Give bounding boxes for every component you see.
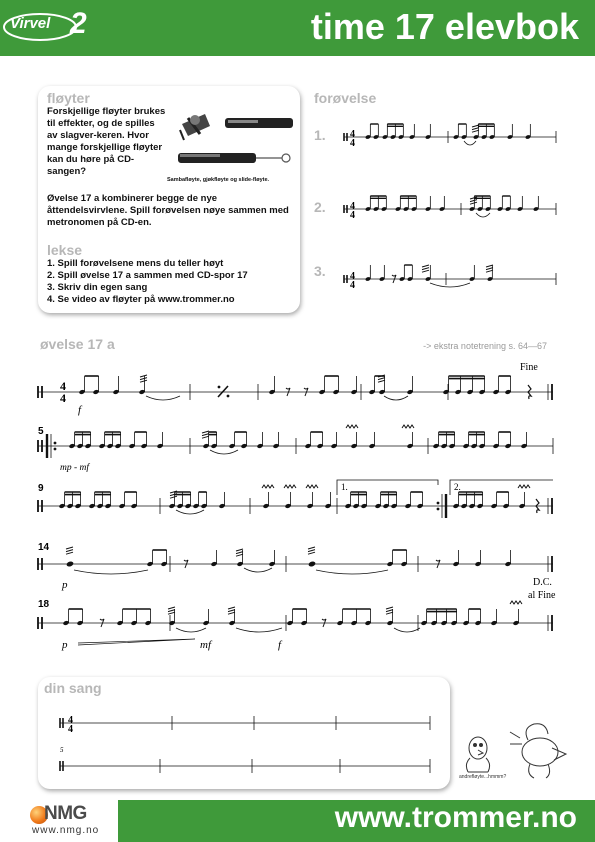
roll-slash bbox=[170, 496, 177, 498]
tie bbox=[210, 450, 238, 454]
ornament bbox=[306, 485, 318, 488]
roll-slash bbox=[228, 612, 235, 614]
roll-slash bbox=[422, 270, 429, 272]
nmg-brand: NMG bbox=[44, 803, 87, 824]
dynamic-mf: mf bbox=[200, 639, 211, 651]
dynamic-f-2: f bbox=[278, 639, 282, 651]
prep1-time-top: 4 bbox=[350, 129, 355, 140]
tie bbox=[476, 213, 490, 217]
note-head bbox=[308, 561, 316, 568]
roll-slash bbox=[66, 552, 73, 554]
homework-heading: lekse bbox=[47, 242, 83, 258]
roll-slash bbox=[386, 610, 393, 612]
note-reference: -> ekstra notetrening s. 64—67 bbox=[423, 341, 547, 351]
roll-slash bbox=[236, 552, 243, 554]
logo-text: Virvel bbox=[10, 15, 51, 32]
site-url-link[interactable]: www.trommer.no bbox=[334, 801, 577, 834]
roll-slash bbox=[140, 380, 147, 382]
ornament bbox=[510, 601, 522, 604]
measure-repeat-sign bbox=[218, 386, 230, 398]
ornament bbox=[262, 485, 274, 488]
song-time-bottom: 4 bbox=[68, 724, 73, 735]
song-staff-2 bbox=[60, 759, 430, 773]
song-measure-number: 5 bbox=[60, 746, 64, 754]
prep-number-1: 1. bbox=[314, 127, 326, 143]
roll-slash bbox=[236, 554, 243, 556]
note-head bbox=[66, 561, 74, 568]
info-heading: fløyter bbox=[47, 90, 90, 106]
tie bbox=[146, 396, 180, 400]
dynamic-mp-mf: mp - mf bbox=[60, 463, 90, 473]
roll-slash bbox=[140, 378, 147, 380]
prep1-time-bottom: 4 bbox=[350, 138, 355, 149]
volta-2-label: 2. bbox=[454, 482, 461, 492]
tie bbox=[176, 510, 204, 514]
tie bbox=[384, 396, 408, 400]
tie bbox=[176, 628, 206, 632]
info-exercise-text: Øvelse 17 a kombinerer begge de nye åttendelsvirvlene. Spill forøvelsen nøye sammen med metronomen på CD-en. bbox=[47, 193, 289, 228]
info-body: Forskjellige fløyter brukes til effekter, og de spilles av slagver-keren. Hvor mange forskjellige fløyter kan du høre på CD-sangen? bbox=[47, 106, 166, 177]
measure-number-14: 14 bbox=[38, 542, 50, 553]
roll-slash bbox=[386, 607, 393, 609]
exercise-system-3 bbox=[38, 480, 553, 518]
cartoon-caption: andrefløyte...hmmm? bbox=[459, 774, 507, 780]
roll-slash bbox=[168, 612, 175, 614]
song-time-top: 4 bbox=[68, 715, 73, 726]
roll-slash bbox=[386, 612, 393, 614]
exercise-heading: øvelse 17 a bbox=[40, 336, 115, 352]
exercise-system-5 bbox=[38, 615, 553, 645]
tie bbox=[394, 628, 420, 632]
prep2-time-bottom: 4 bbox=[350, 210, 355, 221]
dynamic-p-18: p bbox=[62, 639, 68, 651]
song-heading: din sang bbox=[44, 680, 102, 696]
preparation-heading: forøvelse bbox=[314, 90, 377, 106]
homework-item: 3. Skriv din egen sang bbox=[47, 282, 148, 293]
roll-slash bbox=[202, 434, 209, 436]
roll-slash bbox=[378, 378, 385, 380]
roll-slash bbox=[308, 550, 315, 552]
roll-slash bbox=[422, 268, 429, 270]
roll-slash bbox=[168, 607, 175, 609]
prep3-time-top: 4 bbox=[350, 271, 355, 282]
exercise-notes bbox=[59, 375, 539, 632]
roll-slash bbox=[470, 202, 477, 204]
dc-label: D.C. bbox=[533, 577, 552, 588]
roll-slash bbox=[422, 265, 429, 267]
prep-number-2: 2. bbox=[314, 199, 326, 215]
volta-1-label: 1. bbox=[341, 482, 348, 492]
ornament bbox=[402, 425, 414, 428]
tie bbox=[430, 283, 470, 287]
al-fine-label: al Fine bbox=[528, 590, 556, 601]
homework-item: 1. Spill forøvelsene mens du teller høyt bbox=[47, 258, 224, 269]
ornament bbox=[346, 425, 358, 428]
tie bbox=[74, 570, 148, 574]
prep-number-3: 3. bbox=[314, 263, 326, 279]
roll-slash bbox=[228, 607, 235, 609]
ornament bbox=[518, 485, 530, 488]
roll-slash bbox=[168, 610, 175, 612]
roll-slash bbox=[66, 550, 73, 552]
roll-slash bbox=[378, 380, 385, 382]
tie bbox=[464, 141, 476, 145]
exercise-time-bottom: 4 bbox=[60, 391, 66, 405]
roll-slash bbox=[202, 431, 209, 433]
roll-slash bbox=[140, 375, 147, 377]
dynamic-p-14: p bbox=[62, 579, 68, 591]
page-title: time 17 elevbok bbox=[310, 6, 579, 47]
song-staff-1 bbox=[60, 716, 430, 730]
bird-cartoon bbox=[466, 724, 566, 778]
roll-slash bbox=[236, 549, 243, 551]
roll-slash bbox=[470, 200, 477, 202]
tie bbox=[236, 628, 282, 632]
roll-slash bbox=[308, 552, 315, 554]
nmg-url: www.nmg.no bbox=[32, 825, 100, 836]
roll-slash bbox=[202, 436, 209, 438]
tie bbox=[244, 568, 272, 572]
logo-number: 2 bbox=[70, 7, 87, 40]
roll-slash bbox=[308, 547, 315, 549]
roll-slash bbox=[228, 610, 235, 612]
measure-number-5: 5 bbox=[38, 426, 44, 437]
ornament bbox=[284, 485, 296, 488]
measure-number-18: 18 bbox=[38, 599, 50, 610]
exercise-time-top: 4 bbox=[60, 379, 66, 393]
homework-item: 2. Spill øvelse 17 a sammen med CD-spor 17 bbox=[47, 270, 248, 281]
homework-item: 4. Se video av fløyter på www.trommer.no bbox=[47, 294, 235, 305]
prep3-time-bottom: 4 bbox=[350, 280, 355, 291]
prep-notes bbox=[365, 124, 539, 287]
measure-number-9: 9 bbox=[38, 483, 44, 494]
dynamic-f: f bbox=[78, 404, 82, 416]
tie bbox=[316, 570, 388, 574]
prep-staff-3 bbox=[344, 273, 556, 285]
flute-caption: Sambafløyte, gjøkfløyte og slide-fløyte. bbox=[167, 177, 270, 183]
roll-slash bbox=[66, 547, 73, 549]
prep2-time-top: 4 bbox=[350, 201, 355, 212]
fine-label: Fine bbox=[520, 362, 538, 373]
